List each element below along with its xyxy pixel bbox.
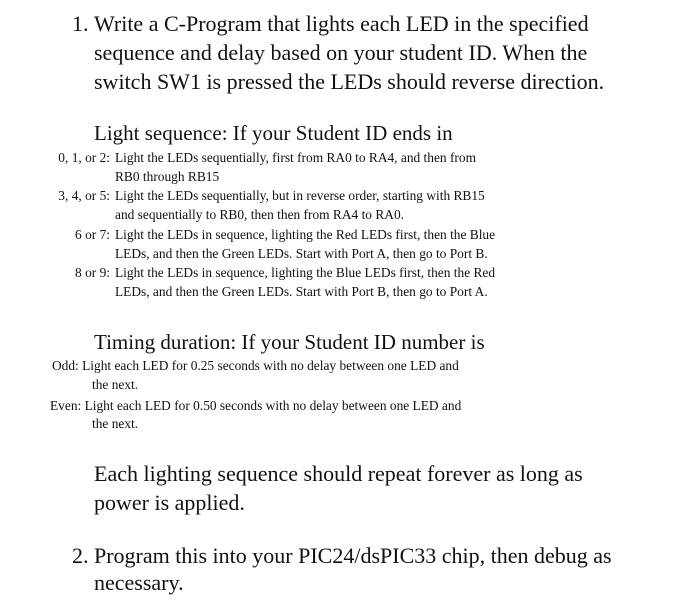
item-2-line-1: Program this into your PIC24/dsPIC33 chip, then debug as: [94, 543, 612, 568]
timing-odd-line-2: the next.: [92, 377, 139, 392]
item-2-number: 2.: [72, 543, 89, 568]
item-1-number: 1.: [72, 11, 89, 36]
repeat-line-1: Each lighting sequence should repeat forever as long as: [94, 461, 583, 486]
light-sequence-header: Light sequence: If your Student ID ends in: [94, 121, 453, 145]
sequence-text-012-line-1: Light the LEDs sequentially, first from RA0 to RA4, and then from: [115, 150, 476, 165]
timing-even-line-2: the next.: [92, 416, 139, 431]
item-1-line-1: Write a C-Program that lights each LED in the specified: [94, 11, 589, 36]
item-1-line-3: switch SW1 is pressed the LEDs should reverse direction.: [94, 69, 605, 94]
item-1-line-2: sequence and delay based on your student ID. When the: [94, 40, 588, 65]
sequence-text-67-line-1: Light the LEDs in sequence, lighting the Red LEDs first, then the Blue: [115, 227, 496, 242]
timing-header: Timing duration: If your Student ID number is: [94, 330, 485, 354]
sequence-text-67-line-2: LEDs, and then the Green LEDs. Start with Port A, then go to Port B.: [115, 246, 488, 261]
sequence-text-89-line-1: Light the LEDs in sequence, lighting the Blue LEDs first, then the Red: [115, 265, 496, 280]
sequence-text-345-line-2: and sequentially to RB0, then then from RA4 to RA0.: [115, 207, 404, 222]
sequence-label-67: 6 or 7:: [75, 227, 110, 242]
timing-even-line-1: Even: Light each LED for 0.50 seconds with no delay between one LED and: [50, 398, 462, 413]
sequence-text-345-line-1: Light the LEDs sequentially, but in reverse order, starting with RB15: [115, 188, 485, 203]
sequence-text-012-line-2: RB0 through RB15: [115, 169, 220, 184]
item-2-line-2: necessary.: [94, 570, 184, 595]
sequence-label-89: 8 or 9:: [75, 265, 110, 280]
repeat-line-2: power is applied.: [94, 490, 245, 515]
timing-odd-line-1: Odd: Light each LED for 0.25 seconds with no delay between one LED and: [52, 358, 459, 373]
sequence-label-345: 3, 4, or 5:: [58, 188, 110, 203]
sequence-label-012: 0, 1, or 2:: [58, 150, 110, 165]
sequence-text-89-line-2: LEDs, and then the Green LEDs. Start with Port B, then go to Port A.: [115, 284, 488, 299]
